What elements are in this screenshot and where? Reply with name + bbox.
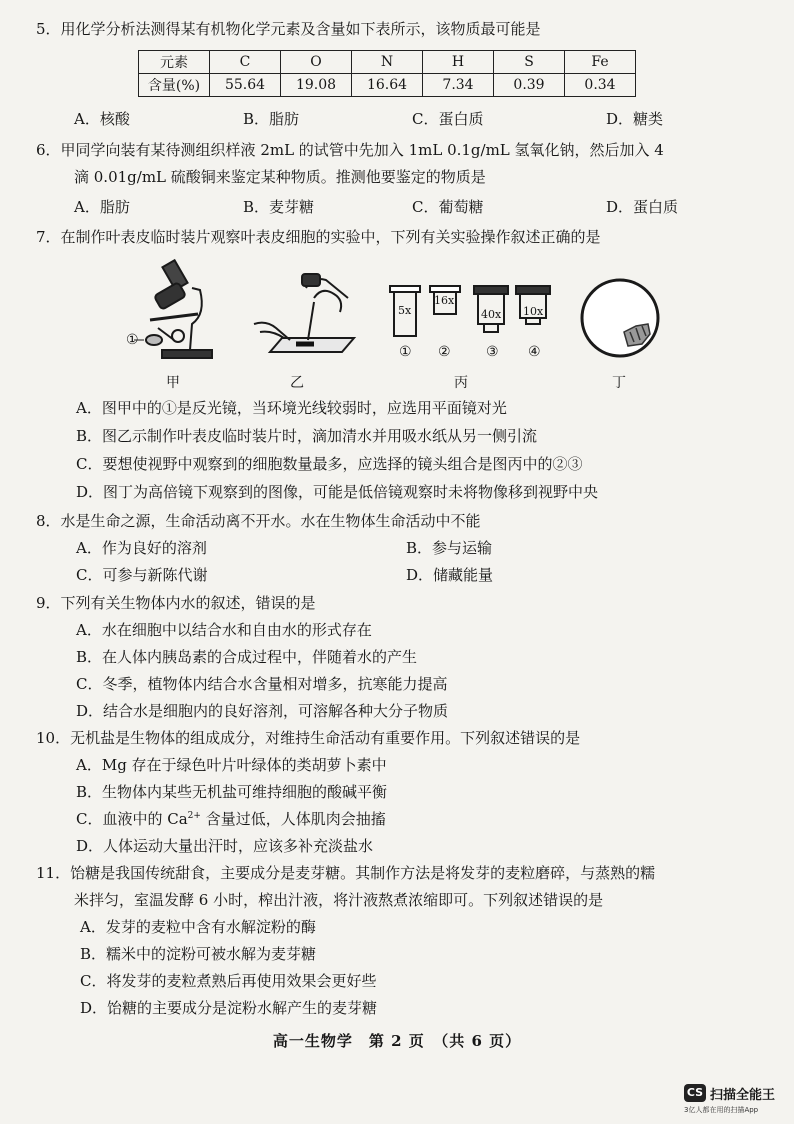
lens-mark-4: 10x [523,305,544,318]
q9-stem: 9．下列有关生物体内水的叙述，错误的是 [36,594,316,612]
q10-option-b: B．生物体内某些无机盐可维持细胞的酸碱平衡 [76,783,388,801]
scanner-tagline: 3亿人都在用的扫描App [684,1106,759,1114]
q7-option-a: A．图甲中的①是反光镜，当环境光线较弱时，应选用平面镜对光 [76,399,507,417]
q9-option-d: D．结合水是细胞内的良好溶剂，可溶解各种大分子物质 [76,702,449,720]
microscope-figure [120,254,230,366]
scanner-logo-icon: CS [684,1084,706,1102]
lens-num-3: ③ [486,344,499,360]
q8-option-d: D．储藏能量 [406,566,494,584]
q7-option-b: B．图乙示制作叶表皮临时装片时，滴加清水并用吸水纸从另一侧引流 [76,427,538,445]
q6-option-a: A．脂肪 [74,198,130,216]
table-row [139,51,636,74]
table-cell: 0.39 [494,74,565,97]
lens-mark-1: 5x [398,304,412,317]
slide-preparation-figure [250,268,360,360]
field-of-view-figure [578,276,662,360]
q6-stem-line1: 6．甲同学向装有某待测组织样液 2mL 的试管中先加入 1mL 0.1g/mL 氢氧化钠，然后加入 4 [36,141,664,159]
figure-label-jia: 甲 [166,375,180,391]
table-cell: 19.08 [281,74,352,97]
q10-option-c-text: C．血液中的 Ca [76,810,188,828]
q11-option-a: A．发芽的麦粒中含有水解淀粉的酶 [80,918,316,936]
q5-stem: 5．用化学分析法测得某有机物化学元素及含量如下表所示，该物质最可能是 [36,20,541,38]
table-cell: Fe [565,51,636,74]
q10-option-c-superscript: 2+ [187,811,201,821]
scanner-watermark [684,1082,790,1118]
lens-mark-3: 40x [481,308,502,321]
q9-option-c: C．冬季，植物体内结合水含量相对增多，抗寒能力提高 [76,675,448,693]
table-cell: O [281,51,352,74]
q7-option-c: C．要想使视野中观察到的细胞数量最多，应选择的镜头组合是图丙中的②③ [76,455,583,473]
lens-num-1: ① [399,344,412,360]
q10-option-c [76,808,386,829]
q8-option-b: B．参与运输 [406,539,493,557]
q9-option-b: B．在人体内胰岛素的合成过程中，伴随着水的产生 [76,648,418,666]
q11-option-d: D．饴糖的主要成分是淀粉水解产生的麦芽糖 [80,999,378,1017]
table-cell: N [352,51,423,74]
q5-option-a: A．核酸 [74,110,130,128]
table-cell: 0.34 [565,74,636,97]
table-row [139,74,636,97]
q10-option-a: A．Mg 存在于绿色叶片叶绿体的类胡萝卜素中 [76,756,387,774]
q11-stem-line1: 11．饴糖是我国传统甜食，主要成分是麦芽糖。其制作方法是将发芽的麦粒磨碎，与蒸熟的糯 [36,864,656,882]
q6-option-c: C．葡萄糖 [412,198,484,216]
q10-option-d: D．人体运动大量出汗时，应该多补充淡盐水 [76,837,374,855]
page-footer: 高一生物学 第 2 页 （共 6 页） [272,1032,522,1050]
table-cell: H [423,51,494,74]
q10-option-c-rest: 含量过低，人体肌肉会抽搐 [200,810,386,828]
q5-element-table [138,50,636,97]
q8-option-a: A．作为良好的溶剂 [76,539,207,557]
q9-option-a: A．水在细胞中以结合水和自由水的形式存在 [76,621,372,639]
q7-option-d: D．图丁为高倍镜下观察到的图像，可能是低倍镜观察时未将物像移到视野中央 [76,483,599,501]
q10-stem: 10．无机盐是生物体的组成成分，对维持生命活动有重要作用。下列叙述错误的是 [36,729,581,747]
table-cell: C [210,51,281,74]
q5-option-c: C．蛋白质 [412,110,484,128]
table-cell: S [494,51,565,74]
lens-num-2: ② [438,344,451,360]
q8-stem: 8．水是生命之源，生命活动离不开水。水在生物体生命活动中不能 [36,512,481,530]
table-cell: 7.34 [423,74,494,97]
lens-num-4: ④ [528,344,541,360]
q8-option-c: C．可参与新陈代谢 [76,566,208,584]
lens-mark-2: 16x [434,294,455,307]
q5-option-d: D．糖类 [606,110,664,128]
q7-stem: 7．在制作叶表皮临时装片观察叶表皮细胞的实验中，下列有关实验操作叙述正确的是 [36,228,601,246]
q11-stem-line2: 米拌匀，室温发酵 6 小时，榨出汁液，将汁液熬煮浓缩即可。下列叙述错误的是 [74,891,604,909]
q11-option-b: B．糯米中的淀粉可被水解为麦芽糖 [80,945,317,963]
table-header-label: 元素 [139,51,210,74]
q5-option-b: B．脂肪 [243,110,300,128]
table-row-label: 含量(%) [139,74,210,97]
figure-label-yi: 乙 [290,375,304,391]
q11-option-c: C．将发芽的麦粒煮熟后再使用效果会更好些 [80,972,377,990]
q6-option-d: D．蛋白质 [606,198,679,216]
scanner-name: 扫描全能王 [710,1088,776,1103]
figure-label-bing: 丙 [454,375,468,391]
q6-stem-line2: 滴 0.01g/mL 硫酸铜来鉴定某种物质。推测他要鉴定的物质是 [74,168,486,186]
figure-label-ding: 丁 [612,375,626,391]
table-cell: 16.64 [352,74,423,97]
microscope-mirror-marker: ① [126,332,139,348]
table-cell: 55.64 [210,74,281,97]
q6-option-b: B．麦芽糖 [243,198,315,216]
